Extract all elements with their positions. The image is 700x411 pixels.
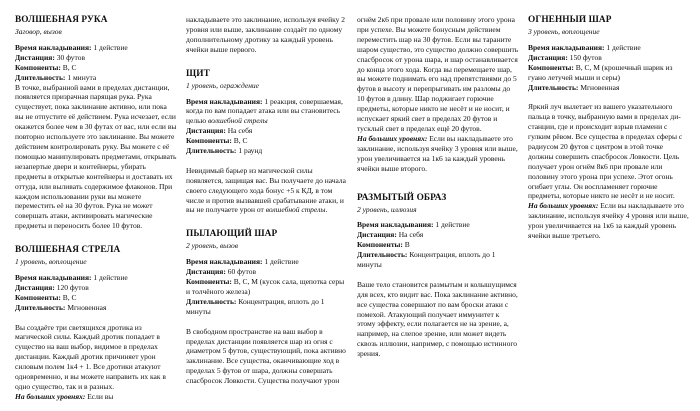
stat-cast-value: 1 действие [435,220,470,230]
spell-stats-magic-missile [15,273,177,313]
spell-stats-shield [186,97,348,156]
spell-body-magic-missile: Вы создаёте три светящихся дротика из магической силы. Каждый дротик попадает в существо на ваш выбор, видимое в пределах дистанции. Каждый дротик причиняет урон силовым полем 1к4 + 1. Все дротики атакуют одновременно, и вы можете направить их как в одно существо, так и в разных. [15,322,166,391]
stat-cast-value: 1 действие [264,257,299,267]
stat-cast-time: Время накладывания: 1 действие [357,220,470,230]
stat-components-value: В, С, М (кусок сала, щепотка серы и толчёного железа) [186,277,345,297]
stat-components-value: В, С, М (крошечный шарик из гуано летучей мыши и серы) [528,62,673,82]
stat-components: Компоненты: В, С, М (крошечный шарик из гуано летучей мыши и серы) [528,62,673,82]
spell-title-flaming-sphere: ПЫЛАЮЩИЙ ШАР [186,229,278,240]
stat-range: Дистанция: На себя [357,230,424,240]
stat-range-value: 60 футов [227,267,257,277]
higher-levels-text: Если вы [87,391,114,401]
stat-components: Компоненты: В, С [15,292,77,302]
stat-duration-value: Концентрация, вплоть до 1 минуты [186,296,325,316]
stat-cast-value: 1 действие [93,273,128,283]
stat-duration-value: Мгновенная [67,302,107,312]
spell-title-magic-missile: ВОЛШЕБНАЯ СТРЕЛА [15,245,121,256]
stat-duration: Длительность: Концентрация, вплоть до 1 минуты [357,250,496,270]
spell-fireball [528,15,690,241]
spell-higher-levels-fireball: На больших уровнях: Если вы накладываете это заклинание, используя ячейку 4 уровня или выше, урон увеличивается на 1к6 за каждый уровень ячейки выше третьего. [528,201,689,241]
spell-body-flaming-sphere-part1: В свободном пространстве на ваш выбор в пределах дистанции появляется шар из огня с диаметром 5 футов, существующий, пока активно заклинание. Все существа, оканчивающие ход в пределах 5 футов от шара, должны совершать спасбросок Ловкости. Существа получают урон [186,326,346,386]
spell-stats-flaming-sphere [186,257,348,316]
spell-title-mage-hand: ВОЛШЕБНАЯ РУКА [15,15,108,25]
stat-duration: Длительность: Мгновенная [15,302,107,312]
column-2 [186,15,348,411]
stat-duration-value: 1 раунд [238,146,263,156]
stat-range: Дистанция: 60 футов [186,267,257,277]
stat-components: Компоненты: В, С, М (кусок сала, щепотка серы и толчёного железа) [186,277,345,297]
stat-cast-time: Время накладывания: 1 действие [15,42,128,52]
stat-range: Дистанция: На себя [186,126,253,136]
stat-components: Компоненты: В, С [186,136,248,146]
stat-range-value: 30 футов [56,52,86,62]
stat-components-value: В [404,240,410,250]
stat-cast-time: Время накладывания: 1 действие [186,257,299,267]
stat-components: Компоненты: В, С [15,62,77,72]
column-3 [357,15,519,411]
stat-components: Компоненты: В [357,240,410,250]
higher-levels-text: Если вы накладываете это заклинание, используя ячейку 3 уровня или выше, урон увеличивается на 1к6 за каждый уровень ячейки выше второго. [357,133,518,173]
stat-range-value: 120 футов [56,282,89,292]
spell-title-shield: ЩИТ [186,68,210,79]
stat-range-value: 150 футов [569,52,602,62]
stat-cast-value: 1 действие [93,42,128,52]
stat-duration: Длительность: Мгновенная [528,82,620,92]
spell-subtitle-fireball: 3 уровень, воплощение [528,27,600,36]
stat-cast-time: Время накладывания: 1 действие [15,273,128,283]
spell-subtitle-magic-missile: 1 уровень, воплощение [15,257,87,267]
spell-title-blur: РАЗМЫТЫЙ ОБРАЗ [357,192,447,203]
column-1 [15,15,177,411]
spell-subtitle-shield: 1 уровень, ограждение [186,80,259,90]
spell-stats-blur [357,220,519,270]
higher-levels-text: Если вы накладываете это заклинание, используя ячейку 4 уровня или выше, урон увеличивается на 1к6 за каждый уровень ячейки выше третьего. [528,201,689,241]
spell-magic-missile [15,245,177,402]
spell-subtitle-blur: 2 уровень, иллюзия [357,204,417,214]
spell-stats-fireball [528,43,690,93]
stat-range-value: На себя [398,230,424,240]
stat-cast-time: Время накладывания: 1 действие [528,42,641,52]
spell-body-shield: Невидимый барьер из магической силы появляется, защищая вас. Вы получаете до начала своего следующего хода бонус +5 к КД, в том числе и против вызвавшей срабатывание атаки, и вы не получаете урон от волшебной стрелы. [186,165,346,215]
spell-subtitle-flaming-sphere: 2 уровень, вызов [186,241,238,251]
spell-title-fireball: ОГНЕННЫЙ ШАР [528,15,612,25]
spell-mage-hand [15,15,177,231]
spell-higher-levels-continuation-magic-missile: накладываете это заклинание, используя ячейку 2 уровня или выше, заклинание создаёт по одному дополнительному дротику за каждый уровень ячейки выше первого. [186,15,345,54]
stat-duration-value: 1 минута [67,72,97,82]
spell-shield [186,69,348,216]
stat-range-value: На себя [227,126,253,136]
spell-body-italic: волшебной стрелы [265,205,326,215]
spell-body-fireball: Яркий луч вылетает из вашего указательного пальца в точку, выбранную вами в пределах ди-станции, где и происходит взрыв пламени с гулким рёвом. Все существа в пределах сферы с радиусом 20 футов с центром в этой точке должны совершить спасбросок Ловкости. Цель получает урон огнём 8к6 при провале или половину этого урона при успехе. Этот огонь огибает углы. Он воспламеняет горючие предметы, которые никто не несёт и не носит. [528,102,683,201]
spell-subtitle-mage-hand: Заговор, вызов [15,27,62,36]
stat-duration: Длительность: 1 раунд [186,146,263,156]
stat-duration-value: Концентрация, вплоть до 1 минуты [357,250,496,270]
spell-flaming-sphere [186,229,348,386]
stat-duration: Длительность: 1 минута [15,72,97,82]
stat-cast-time: Время накладывания: 1 реакция, совершаемая, когда по вам попадает атака или вы становитесь целью волшебной стрелы [186,96,343,126]
stat-cast-value: 1 действие [606,42,641,52]
stat-components-value: В, С [62,292,77,302]
stat-duration: Длительность: Концентрация, вплоть до 1 минуты [186,296,325,316]
stat-range: Дистанция: 150 футов [528,52,602,62]
stat-cast-value-italic: волшебной стрелы [207,116,268,126]
stat-range: Дистанция: 120 футов [15,282,89,292]
stat-range: Дистанция: 30 футов [15,52,86,62]
spell-body-blur: Ваше тело становится размытым и колышущимся для всех, кто видит вас. Пока заклинание активно, все существа совершают по вам броски атаки с помехой. Атакующий получает иммунитет к этому эффекту, если полагается не на зрение, а, например, на слепое зрение, или может видеть сквозь иллюзии, например, с помощью истинного зрения. [357,279,518,359]
spell-blur [357,193,519,360]
spell-higher-levels-flaming-sphere: На больших уровнях: Если вы накладываете это заклинание, используя ячейку 3 уровня или выше, урон увеличивается на 1к6 за каждый уровень ячейки выше второго. [357,133,518,173]
spell-body-mage-hand: В точке, выбранной вами в пределах дистанции, появляется призрачная парящая рука. Рука существует, пока заклинание активно, или пока вы не отпустите её действием. Рука исчезает, если окажется более чем в 30 футах от вас, или если вы повторно используете это заклинание. Вы можете действием контролировать руку. Вы можете с её помощью манипулировать предметами, открывать незапертые двери и контейнеры, убирать предметы в открытые контейнеры и доставать их оттуда, или выливать содержимое флаконов. При каждом использовании руки вы можете переместить её на 30 футов. Рука не может совершать атаки, активировать магические предметы и переносить более 10 футов. [15,82,177,231]
stat-cast-value: 1 реакция, совершаемая, когда по вам попадает атака или вы становитесь целью [186,96,343,126]
stat-components-value: В, С [62,62,77,72]
column-4 [528,15,690,411]
spell-higher-levels-magic-missile: На больших уровнях: Если вы [15,391,114,401]
spell-body-flaming-sphere-part2: огнём 2к6 при провале или половину этого урона при успехе. Вы можете бонусным действием переместить шар на 30 футов. Если вы тараните шаром существо, это существо должно совершить спасбросок от урона шара, и шар останавливается до конца этого хода. Когда вы перемещаете шар, вы можете поднимать его над препятствиями до 5 футов в высоту и перепрыгивать им разломы до 10 футов в длину. Шар поджигает горючие предметы, которые никто не несёт и не носит, и испускает яркий свет в пределах 20 футов и тусклый свет в пределах ещё 20 футов. [357,15,519,133]
stat-duration-value: Мгновенная [580,82,620,92]
stat-components-value: В, С [233,136,248,146]
spell-stats-mage-hand [15,43,177,83]
